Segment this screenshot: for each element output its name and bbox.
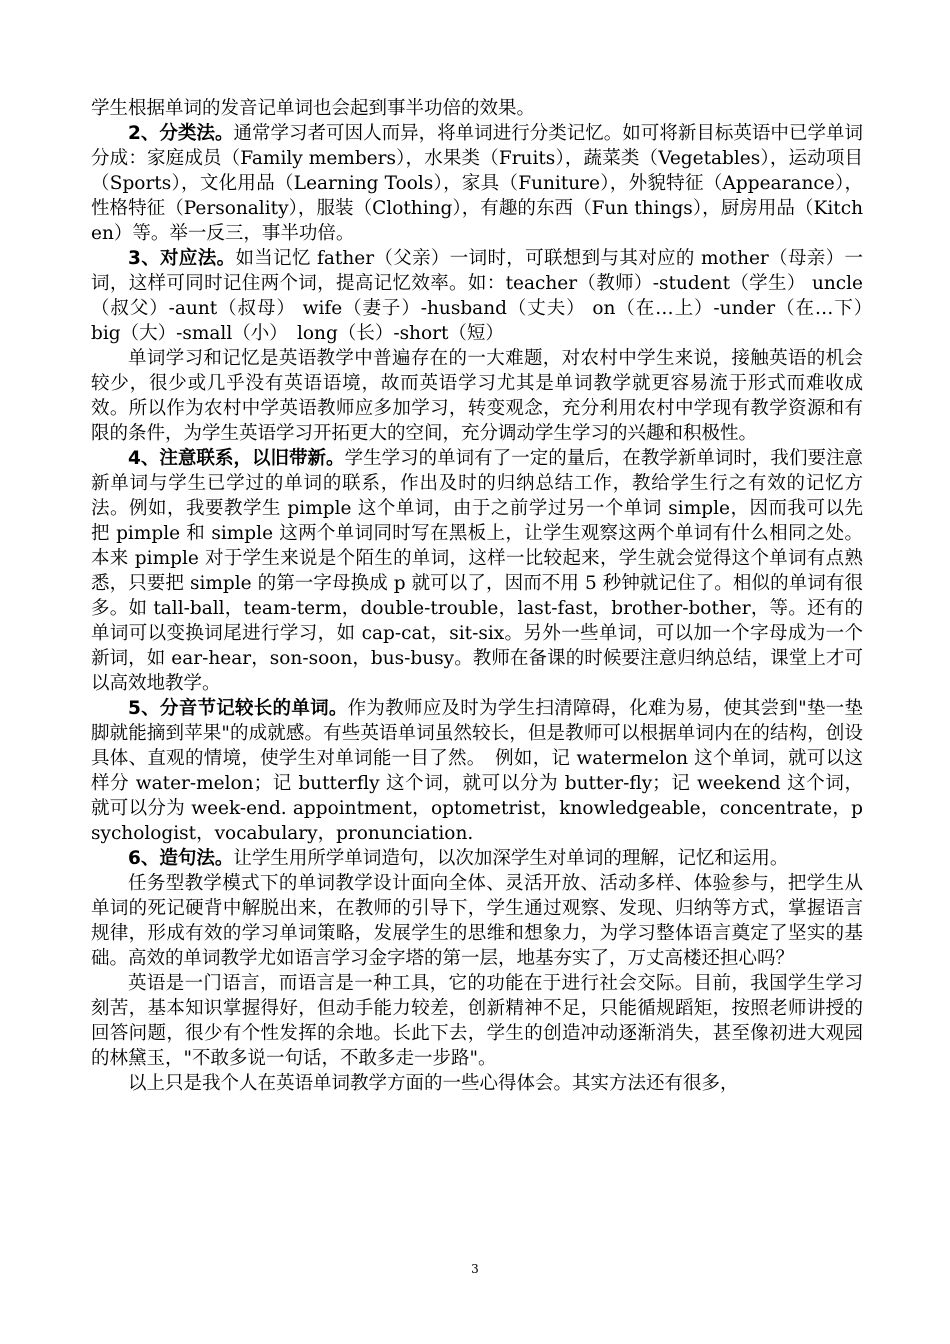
section-heading: 2、分类法。	[128, 123, 234, 144]
section-heading: 6、造句法。	[128, 848, 234, 869]
section-heading: 3、对应法。	[128, 248, 236, 269]
section-heading: 4、注意联系，以旧带新。	[128, 448, 345, 469]
paragraph-text: 单词学习和记忆是英语教学中普遍存在的一大难题，对农村中学生来说，接触英语的机会较少，很少或几乎没有英语语境，故而英语学习尤其是单词教学就更容易流于形式而难收成效。所以作为农村中学英语教师应多加学习，转变观念，充分利用农村中学现有教学资源和有限的条件，为学生英语学习开拓更大的空间，充分调动学生学习的兴趣和积极性。	[91, 348, 863, 444]
paragraph-text: 学生学习的单词有了一定的量后，在教学新单词时，我们要注意新单词与学生已学过的单词的联系，作出及时的归纳总结工作，教给学生行之有效的记忆方法。例如，我要教学生 pimple 这个单词，由于之前学过另一个单词 simple，因而我可以先把 pimple 和 simple 这两个单词同时写在黑板上，让学生观察这两个单词有什么相同之处。本来 pimple 对于学生来说是个陌生的单词，这样一比较起来，学生就会觉得这个单词有点熟悉，只要把 simple 的第一字母换成 p 就可以了，因而不用 5 秒钟就记住了。相似的单词有很多。如 tall-ball，team-term，double-trouble，last-fast，brother-bother，等。还有的单词可以变换词尾进行学习，如 cap-cat，sit-six。另外一些单词，可以加一个字母成为一个新词，如 ear-hear，son-soon，bus-busy。教师在备课的时候要注意归纳总结，课堂上才可以高效地教学。	[91, 448, 863, 694]
paragraph-text: 以上只是我个人在英语单词教学方面的一些心得体会。其实方法还有很多，	[128, 1073, 739, 1094]
page-number: 3	[471, 1262, 479, 1276]
paragraph-text: 作为教师应及时为学生扫清障碍，化难为易，使其尝到"垫一垫脚就能摘到苹果"的成就感。有些英语单词虽然较长，但是教师可以根据单词内在的结构，创设具体、直观的情境，使学生对单词能一目了然。 例如，记 watermelon 这个单词，就可以这样分 water-melon；记 butterfly 这个词，就可以分为 butter-fly；记 weekend 这个词，就可以分为 week-end. appointment，optometrist，knowledgeable，concentrate，psychologist，vocabulary，pronunciation.	[91, 698, 863, 844]
paragraph-text: 如当记忆 father（父亲）一词时，可联想到与其对应的 mother（母亲）一词，这样可同时记住两个词，提高记忆效率。如：teacher（教师）-student（学生） uncle（叔父）-aunt（叔母） wife（妻子）-husband（丈夫） on（在…上）-under（在…下） big（大）-small（小） long（长）-short（短）	[91, 248, 882, 344]
paragraph-correspondence-method	[91, 246, 882, 346]
paragraph-task-based-teaching	[91, 871, 863, 971]
paragraph-text: 让学生用所学单词造句，以次加深学生对单词的理解，记忆和运用。	[233, 848, 789, 869]
paragraph-sentence-method	[91, 846, 863, 871]
paragraph-classification-method	[91, 121, 863, 246]
paragraph-text: 通常学习者可因人而异，将单词进行分类记忆。如可将新目标英语中已学单词分成：家庭成员（Family members），水果类（Fruits），蔬菜类（Vegetables），运动项目（Sports），文化用品（Learning Tools），家具（Funiture），外貌特征（Appearance），性格特征（Personality），服装（Clothing），有趣的东西（Fun things），厨房用品（Kitchen）等。举一反三，事半功倍。	[91, 123, 863, 244]
paragraph-continuation	[91, 96, 863, 121]
paragraph-text: 学生根据单词的发音记单词也会起到事半功倍的效果。	[91, 98, 536, 119]
document-body	[91, 96, 882, 1096]
paragraph-language-tool	[91, 971, 863, 1071]
section-heading: 5、分音节记较长的单词。	[128, 698, 348, 719]
paragraph-text: 任务型教学模式下的单词教学设计面向全体、灵活开放、活动多样、体验参与，把学生从单词的死记硬背中解脱出来，在教师的引导下，学生通过观察、发现、归纳等方式，掌握语言规律，形成有效的学习单词策略，发展学生的思维和想象力，为学习整体语言奠定了坚实的基础。高效的单词教学尤如语言学习金字塔的第一层，地基夯实了，万丈高楼还担心吗？	[91, 873, 863, 969]
paragraph-rural-teaching	[91, 346, 863, 446]
paragraph-text: 英语是一门语言，而语言是一种工具，它的功能在于进行社会交际。目前，我国学生学习刻苦，基本知识掌握得好，但动手能力较差，创新精神不足，只能循规蹈矩，按照老师讲授的回答问题，很少有个性发挥的余地。长此下去，学生的创造冲动逐渐消失，甚至像初进大观园的林黛玉，"不敢多说一句话，不敢多走一步路"。	[91, 973, 863, 1069]
paragraph-syllable-method	[91, 696, 863, 846]
paragraph-connection-method	[91, 446, 863, 696]
paragraph-conclusion	[91, 1071, 863, 1096]
